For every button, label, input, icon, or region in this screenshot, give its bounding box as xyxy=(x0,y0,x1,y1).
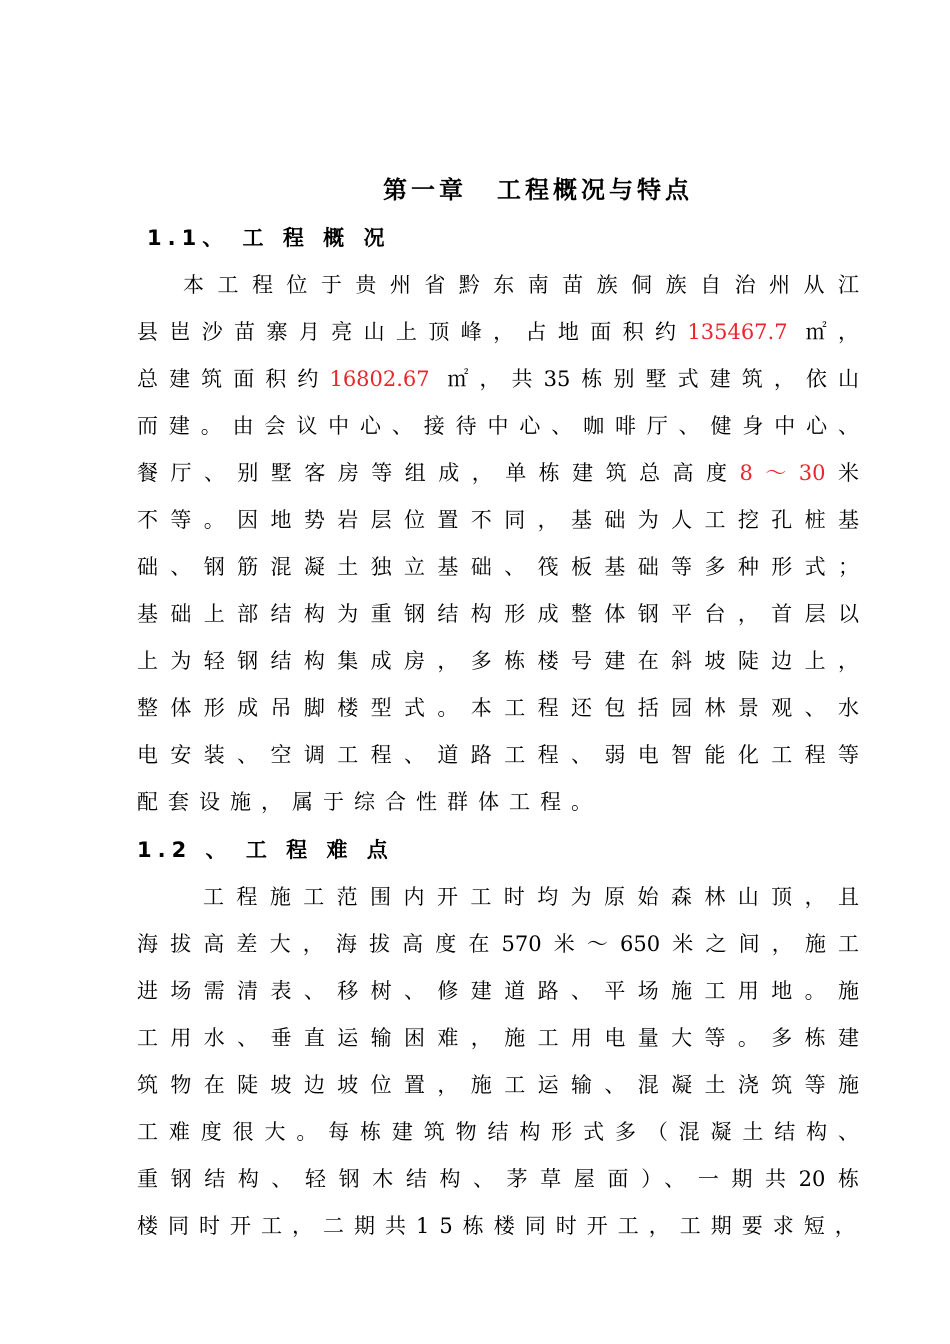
chapter-number: 第一章 xyxy=(383,176,467,204)
section-heading-difficulties: 1.2 、 工 程 难 点 xyxy=(137,838,394,862)
paragraph-line: 进场需清表、移树、修建道路、平场施工用地。施 xyxy=(137,979,859,1003)
chapter-name: 工程概况与特点 xyxy=(497,176,693,204)
line-text: ㎡，共35栋别墅式建筑，依山 xyxy=(429,367,860,391)
section-heading-overview: 1.1、 工 程 概 况 xyxy=(147,226,391,250)
paragraph-line xyxy=(137,365,859,393)
paragraph-line: 工用水、垂直运输困难，施工用电量大等。多栋建 xyxy=(137,1026,859,1050)
line-text: 县岜沙苗寨月亮山上顶峰，占地面积约 xyxy=(137,320,688,344)
line-text: ㎡， xyxy=(787,320,860,344)
paragraph-line: 楼同时开工，二期共15栋楼同时开工，工期要求短， xyxy=(137,1214,866,1238)
paragraph-line xyxy=(137,459,859,487)
paragraph-line: 海拔高差大，海拔高度在570米～650米之间，施工 xyxy=(137,932,859,956)
line-text: 总建筑面积约 xyxy=(137,367,330,391)
paragraph-line: 筑物在陡坡边坡位置，施工运输、混凝土浇筑等施 xyxy=(137,1073,859,1097)
paragraph-line: 基础上部结构为重钢结构形成整体钢平台，首层以 xyxy=(137,602,859,626)
paragraph-line: 上为轻钢结构集成房，多栋楼号建在斜坡陡边上， xyxy=(137,649,859,673)
highlighted-value: 16802.67 xyxy=(329,367,430,391)
paragraph-line: 整体形成吊脚楼型式。本工程还包括园林景观、水 xyxy=(137,696,859,720)
paragraph-line: 本工程位于贵州省黔东南苗族侗族自治州从江 xyxy=(183,273,859,297)
paragraph-line: 工程施工范围内开工时均为原始森林山顶，且 xyxy=(203,885,859,909)
highlighted-value: 135467.7 xyxy=(687,320,788,344)
highlighted-value: 8～30 xyxy=(739,461,826,485)
paragraph-line: 础、钢筋混凝土独立基础、筏板基础等多种形式； xyxy=(137,555,859,579)
line-text: 餐厅、别墅客房等组成，单栋建筑总高度 xyxy=(137,461,740,485)
paragraph-line: 而建。由会议中心、接待中心、咖啡厅、健身中心、 xyxy=(137,414,859,438)
chapter-title xyxy=(383,174,693,206)
paragraph-line: 不等。因地势岩层位置不同，基础为人工挖孔桩基 xyxy=(137,508,859,532)
paragraph-line xyxy=(137,318,859,346)
paragraph-line: 配套设施，属于综合性群体工程。 xyxy=(137,790,602,814)
paragraph-line: 电安装、空调工程、道路工程、弱电智能化工程等 xyxy=(137,743,859,767)
paragraph-line: 重钢结构、轻钢木结构、茅草屋面）、一期共20栋 xyxy=(137,1167,859,1191)
paragraph-line: 工难度很大。每栋建筑物结构形式多（混凝土结构、 xyxy=(137,1120,859,1144)
line-text: 米 xyxy=(825,461,860,485)
